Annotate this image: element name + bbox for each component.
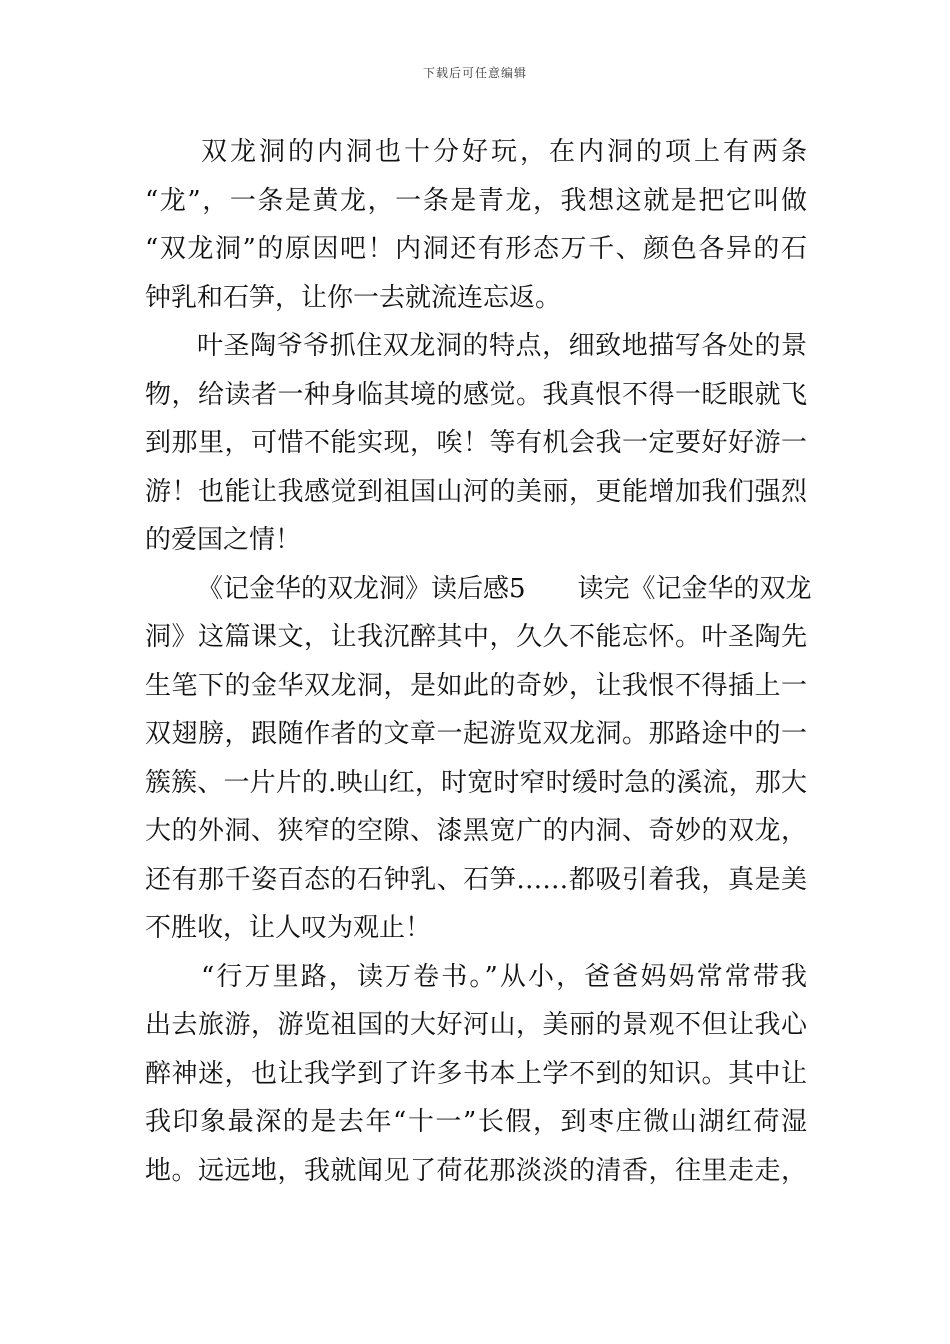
text-line: “龙”，一条是黄龙，一条是青龙，我想这就是把它叫做 [145,185,807,216]
paragraph [145,128,807,322]
text-line: 双翅膀，跟随作者的文章一起游览双龙洞。那路途中的一 [145,719,807,749]
text-line: 双龙洞的内洞也十分好玩，在内洞的项上有两条 [201,137,807,167]
text-line: 簇簇、一片片的.映山红，时宽时窄时缓时急的溪流，那大 [145,767,807,798]
text-line: 醉神迷，也让我学到了许多书本上学不到的知识。其中让 [145,1058,807,1089]
text-line: “双龙洞”的原因吧！内洞还有形态万千、颜色各异的石 [145,234,807,264]
text-line: “行万里路，读万卷书。”从小，爸爸妈妈常常带我 [201,961,807,992]
text-line: 叶圣陶爷爷抓住双龙洞的特点，细致地描写各处的景 [197,331,807,361]
text-line: 不胜收，让人叹为观止！ [145,913,432,943]
text-line: 游！也能让我感觉到祖国山河的美丽，更能增加我们强烈 [145,476,807,507]
text-line: 生笔下的金华双龙洞，是如此的奇妙，让我恨不得插上一 [145,670,807,701]
text-line: 到那里，可惜不能实现，唉！等有机会我一定要好好游一 [145,428,807,458]
paragraph [145,322,807,565]
text-line: 的爱国之情！ [145,525,302,555]
text-line: 大的外洞、狭窄的空隙、漆黑宽广的内洞、奇妙的双龙， [145,816,807,846]
paragraph [145,953,807,1196]
document-body [145,128,812,1195]
text-line: 物，给读者一种身临其境的感觉。我真恨不得一眨眼就飞 [145,379,807,410]
section-title: 《记金华的双龙洞》读后感5 [197,573,526,604]
section-title-line [145,565,812,614]
text-line: 出去旅游，游览祖国的大好河山，美丽的景观不但让我心 [145,1010,807,1040]
page-header-note: 下载后可任意编辑 [422,66,527,80]
section-title-continuation: 读完《记金华的双龙 [577,573,812,604]
text-line: 我印象最深的是去年“十一”长假，到枣庄微山湖红荷湿 [145,1107,807,1137]
paragraph [145,565,812,953]
text-line: 洞》这篇课文，让我沉醉其中，久久不能忘怀。叶圣陶先 [145,622,807,652]
text-line: 还有那千姿百态的石钟乳、石笋……都吸引着我，真是美 [145,864,807,895]
text-line: 钟乳和石笋，让你一去就流连忘返。 [145,282,562,313]
text-line: 地。远远地，我就闻见了荷花那淡淡的清香，往里走走， [145,1155,807,1186]
